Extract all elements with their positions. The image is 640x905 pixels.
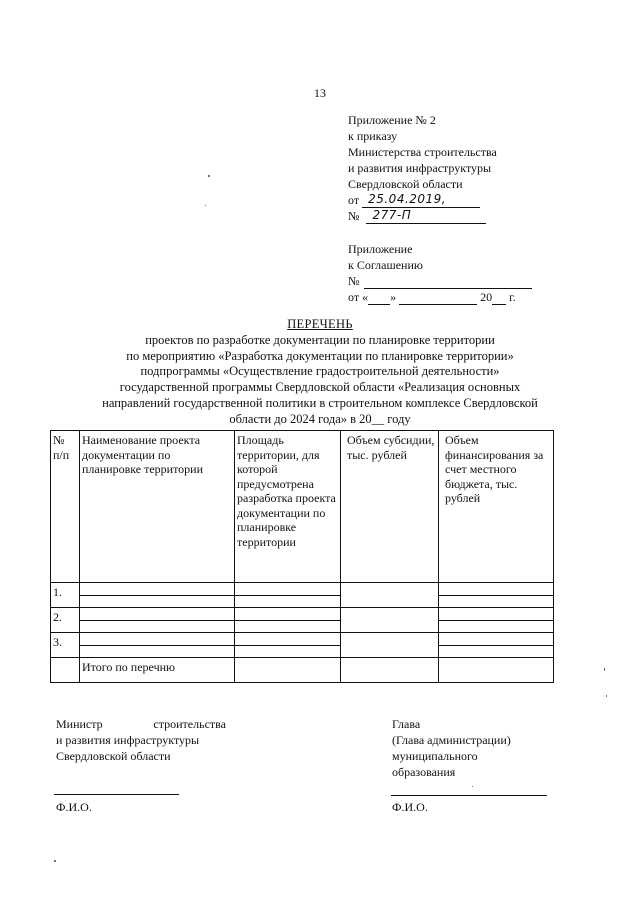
table-cell [439,658,554,683]
agreement-date-line [348,289,532,305]
table-cell [439,583,554,608]
scan-speck [472,786,473,787]
agreement-block [348,241,532,305]
subtitle-line: области до 2024 года» в 20__ году [229,411,411,426]
agreement-month-field [399,291,477,305]
number-field [366,210,486,224]
table-cell [341,583,439,608]
agreement-year-suffix: г. [509,290,516,304]
appendix-line: Министерства строительства [348,145,497,159]
table-cell [80,633,235,658]
scan-speck [604,668,605,671]
table-cell [341,608,439,633]
projects-table [50,430,554,683]
appendix-date-line [348,192,497,208]
scan-speck [205,205,206,206]
agreement-date-mid: » [390,290,397,304]
document-title: ПЕРЕЧЕНЬ [287,317,353,331]
table-row [51,583,554,608]
signature-left-line: Свердловской области [56,749,171,763]
table-cell [235,658,341,683]
table-cell [51,658,80,683]
document-subtitle [55,333,585,427]
subtitle-line: государственной программы Свердловской области «Реализация основных [119,380,521,395]
handwritten-number: 277-П [372,208,412,222]
signature-left-name: Ф.И.О. [56,800,92,814]
page-number: 13 [314,86,326,100]
signature-left-word: Министр [56,717,103,731]
signature-right-rule [391,795,547,796]
agreement-line: к Соглашению [348,258,423,272]
signature-right-line: муниципального [392,749,478,763]
header-subsidy: Объем субсидии, тыс. рублей [341,431,439,583]
scan-speck [54,860,56,862]
agreement-day-field [368,291,390,305]
scan-speck [606,695,607,697]
header-num: № п/п [51,431,80,583]
scan-speck [208,175,210,177]
subtitle-line: подпрограммы «Осуществление градостроительной деятельности» [140,364,500,379]
subtitle-line: проектов по разработке документации по планировке территории [145,333,495,347]
row-number: 3. [51,633,80,658]
signature-left-line: и развития инфраструктуры [56,733,200,747]
subtitle-line: по мероприятию «Разработка документации по планировке территории» [126,348,514,363]
signature-right-line: образования [392,765,456,779]
signature-right-line: (Глава администрации) [392,733,511,747]
appendix-number-line [348,208,497,224]
signature-right-line: Глава [392,717,421,731]
header-local-budget: Объем финансирования за счет местного бюджета, тыс. рублей [439,431,554,583]
appendix-line: и развития инфраструктуры [348,161,492,175]
row-number: 1. [51,583,80,608]
table-cell [235,608,341,633]
table-cell [235,633,341,658]
header-area: Площадь территории, для которой предусмотрена разработка проекта документации по планировке территории [235,431,341,583]
signature-left-line [56,716,226,732]
agreement-line: Приложение [348,242,413,256]
appendix-line: Свердловской области [348,177,463,191]
table-total-row [51,658,554,683]
signature-right [392,716,548,780]
table-cell [439,633,554,658]
date-field [362,194,480,208]
date-prefix: от [348,193,360,207]
signature-left-word: строительства [153,717,226,731]
table-cell [439,608,554,633]
subtitle-line: направлений государственной политики в строительном комплексе Свердловской [102,395,538,410]
agreement-year-field [492,291,506,305]
row-number: 2. [51,608,80,633]
table-cell [235,583,341,608]
table-cell [80,583,235,608]
number-prefix: № [348,209,360,223]
agreement-number-prefix: № [348,274,360,288]
signature-left [56,716,226,764]
table-cell [80,608,235,633]
table-row [51,633,554,658]
agreement-date-prefix: от « [348,290,369,304]
appendix-line: к приказу [348,129,398,143]
header-name: Наименование проекта документации по планировке территории [80,431,235,583]
agreement-number-line [348,273,532,289]
agreement-number-field [364,275,532,289]
table-cell [341,633,439,658]
table-row [51,608,554,633]
total-label: Итого по перечню [80,658,235,683]
handwritten-date: 25.04.2019, [368,192,447,206]
signature-left-rule [54,794,179,795]
table-cell [341,658,439,683]
agreement-year-label: 20 [480,290,493,304]
signature-right-name: Ф.И.О. [392,800,428,814]
table-header-row [51,431,554,583]
appendix-block [348,112,497,224]
appendix-line: Приложение № 2 [348,113,436,127]
